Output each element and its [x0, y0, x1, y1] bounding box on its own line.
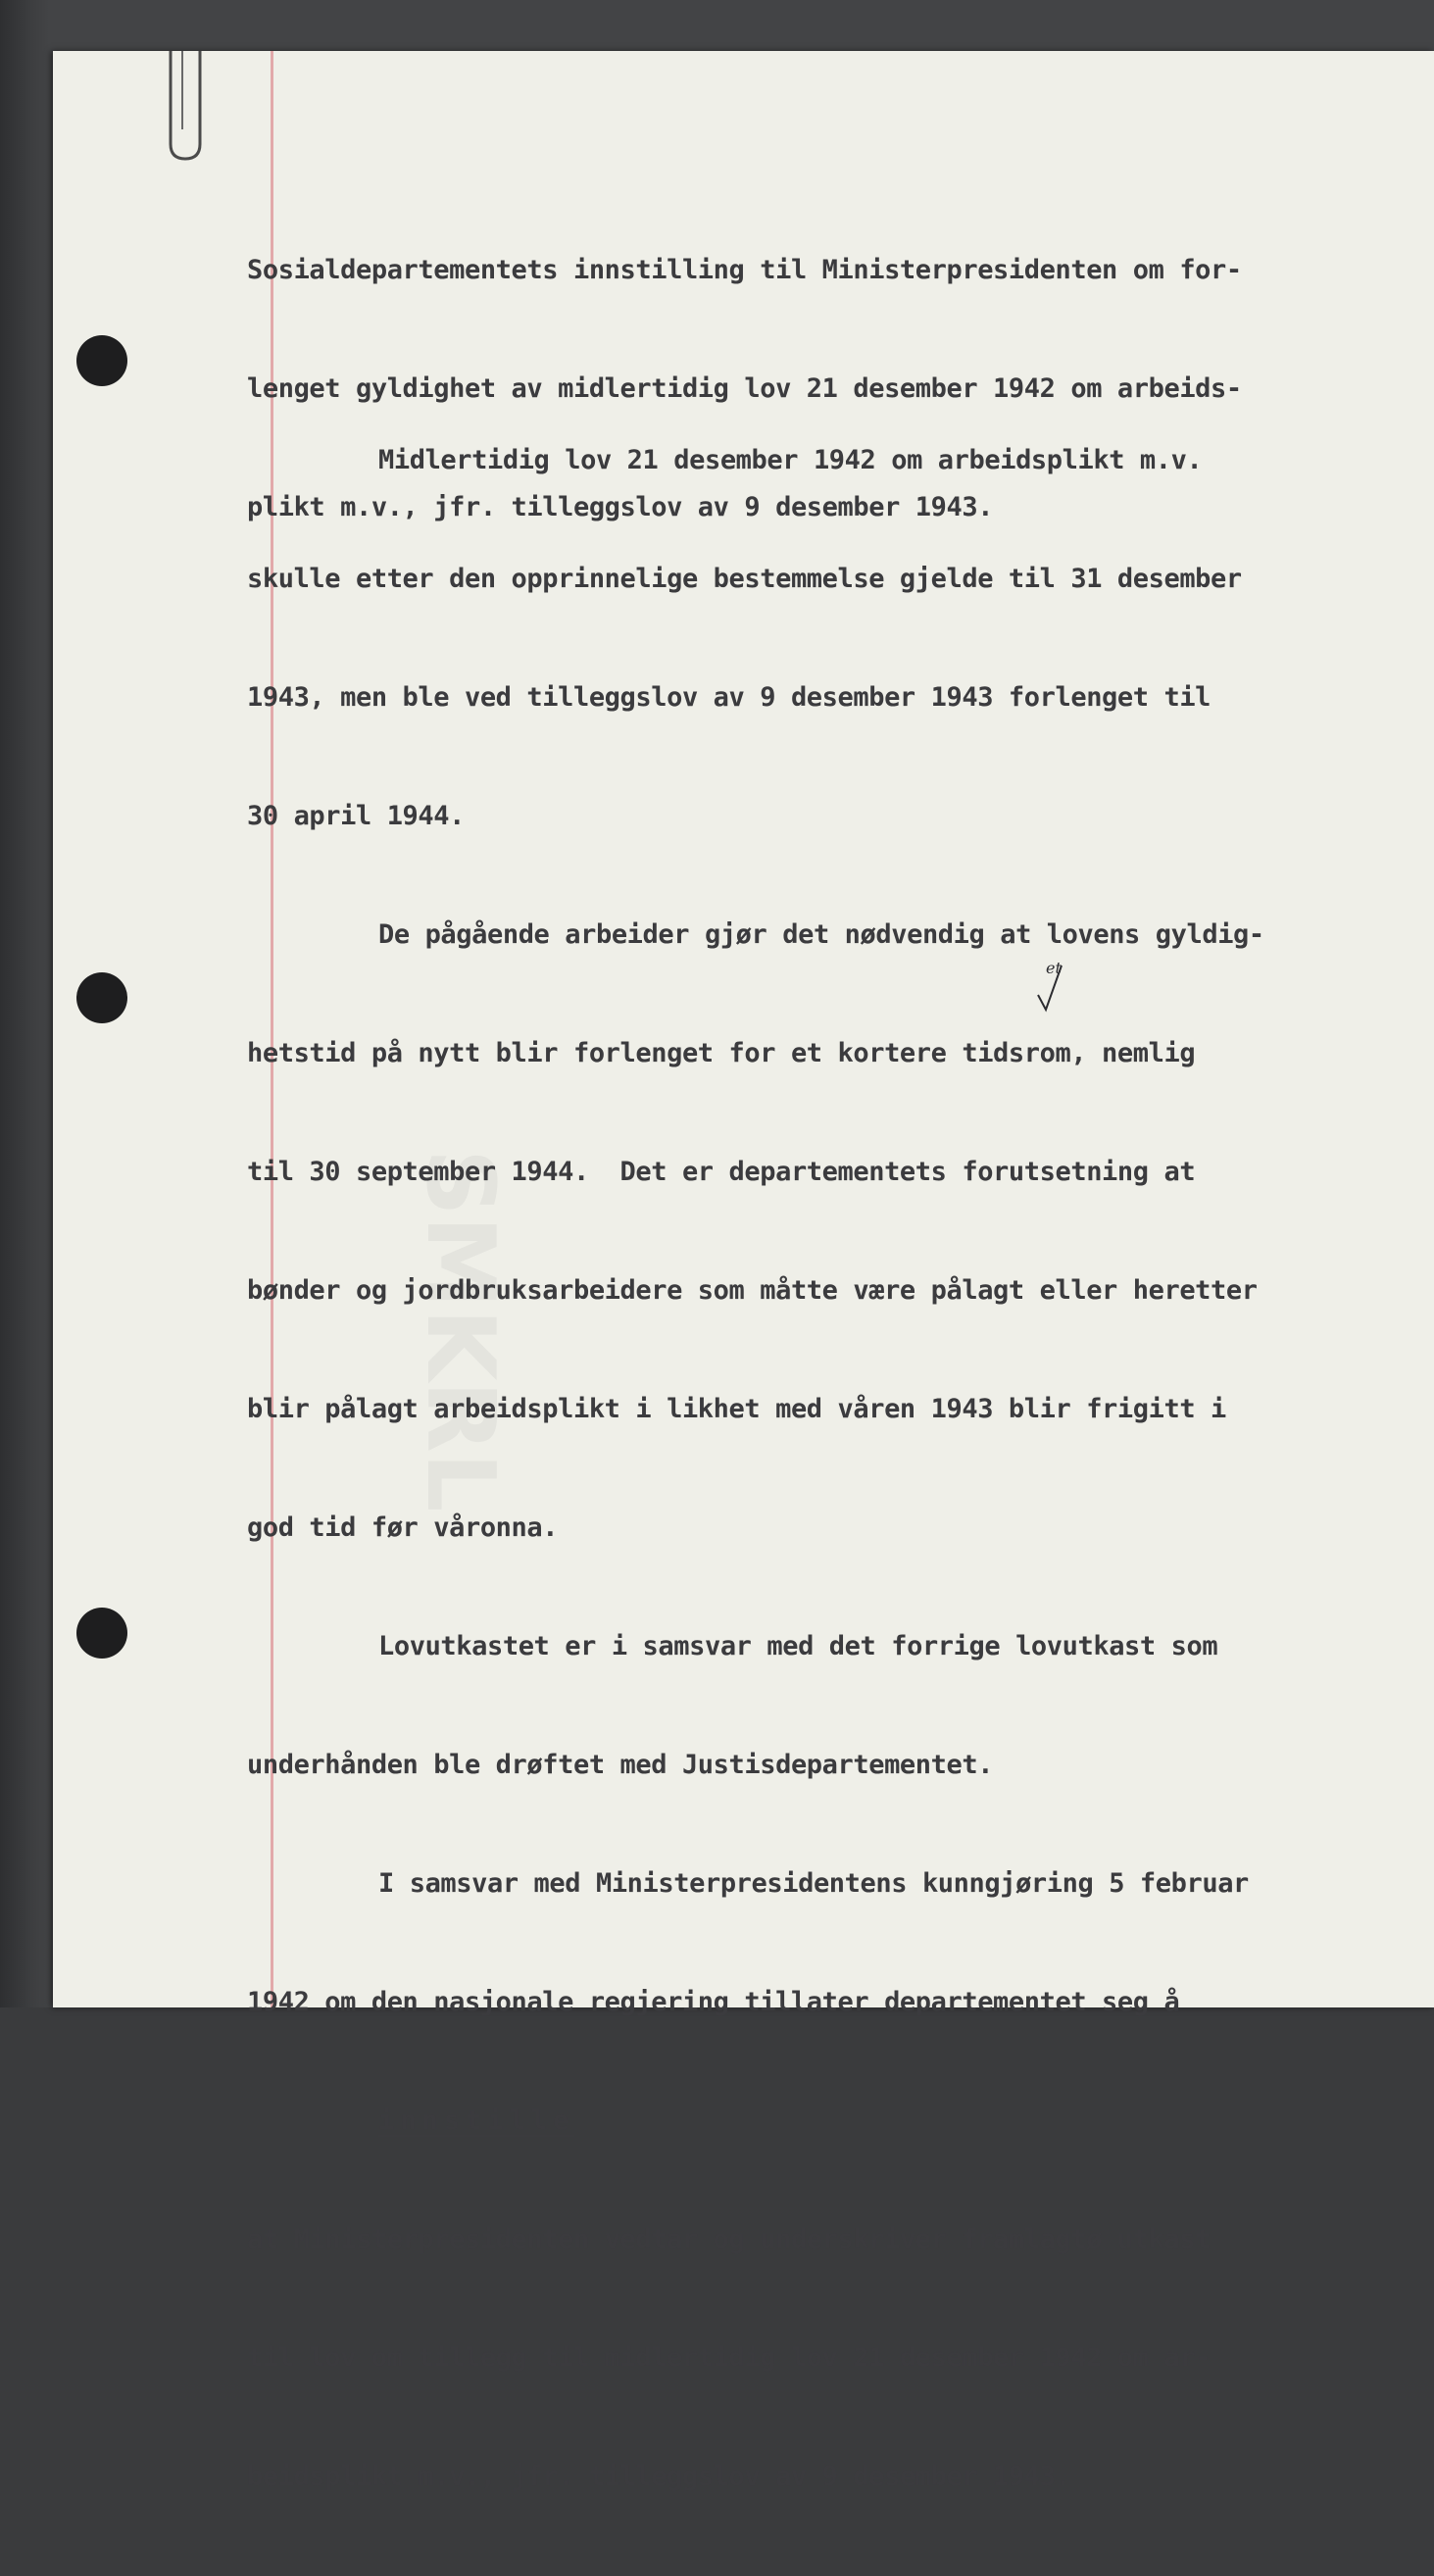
body-line: hetstid på nytt blir forlenget for et kortere tidsrom, nemlig	[247, 1038, 1196, 1068]
body-line: Lovutkastet er i samsvar med det forrige lovutkast som	[378, 1631, 1218, 1661]
handwritten-insert-mark	[1034, 956, 1073, 1015]
body-line: 1942 om den nasjonale regjering tillater departementet seg å	[247, 1987, 1180, 2017]
body-line: De pågående arbeider gjør det nødvendig at lovens gyldig-	[378, 919, 1264, 950]
punch-hole-top	[76, 335, 127, 386]
handwritten-insert-text: et	[1046, 959, 1062, 977]
title-line: plikt m.v., jfr. tilleggslov av 9 desember 1943.	[247, 492, 994, 522]
body-line: 1943, men ble ved tilleggslov av 9 desember 1943 forlenget til	[247, 682, 1211, 713]
closing-line: til lov om tillegg til midlertidig lov 21 desember 1942 om ar-	[247, 2343, 1211, 2373]
body-line: god tid før våronna.	[247, 1512, 559, 1543]
document-body	[247, 363, 1384, 2576]
body-line: Midlertidig lov 21 desember 1942 om arbeidsplikt m.v.	[378, 445, 1203, 475]
punch-hole-bottom	[76, 1608, 127, 1659]
body-line: 30 april 1944.	[247, 801, 465, 831]
title-line: Sosialdepartementets innstilling til Ministerpresidenten om for-	[247, 255, 1242, 285]
title-line: lenget gyldighet av midlertidig lov 21 desember 1942 om arbeids-	[247, 373, 1242, 404]
body-line: bønder og jordbruksarbeidere som måtte være pålagt eller heretter	[247, 1275, 1258, 1306]
bleed-through-stamp: SMKRL	[406, 1149, 514, 1512]
punch-hole-middle	[76, 972, 127, 1023]
innstille-heading: innstille	[378, 2105, 575, 2136]
body-line: til 30 september 1944. Det er departementets forutsetning at	[247, 1157, 1196, 1187]
paper-clip-icon	[161, 51, 220, 198]
body-line: underhånden ble drøftet med Justisdepartementet.	[247, 1750, 994, 1780]
body-line: skulle etter den opprinnelige bestemmelse gjelde til 31 desember	[247, 564, 1242, 594]
closing-line: beidsplikt m.v., jfr. tilleggslov av 9 desember 1943.	[247, 2461, 1071, 2492]
body-line: blir pålagt arbeidsplikt i likhet med våren 1943 blir frigitt i	[247, 1394, 1226, 1424]
body-line: I samsvar med Ministerpresidentens kunngjøring 5 februar	[378, 1868, 1249, 1899]
closing-line: at Ministerpresidenten vedtar og underskriver framlagtø utkast	[247, 2224, 1211, 2254]
